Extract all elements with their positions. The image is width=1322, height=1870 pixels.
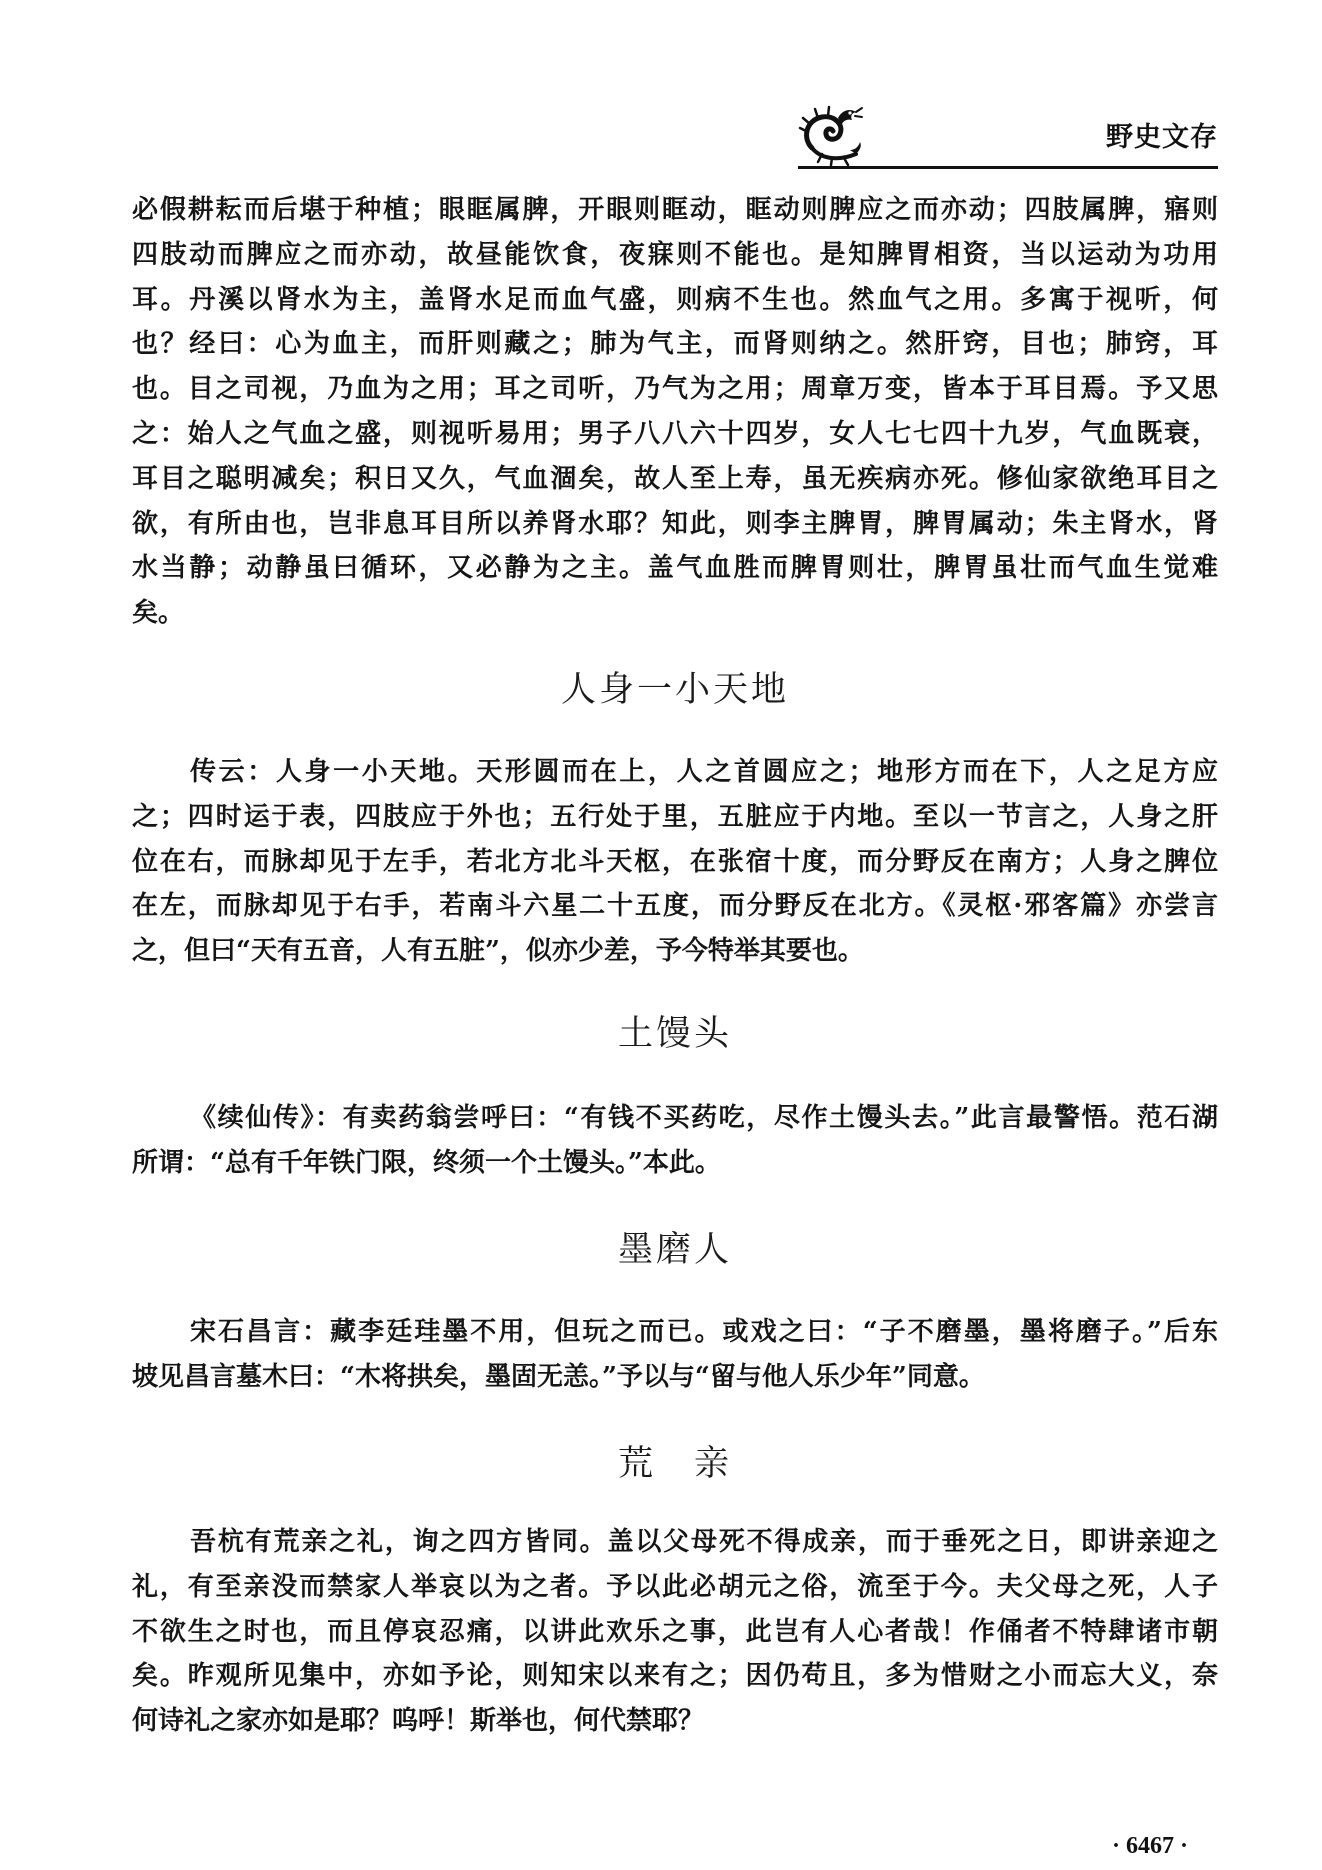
text-line: 欲，有所由也，岂非息耳目所以养肾水耶？知此，则李主脾胃，脾胃属动；朱主肾水，肾 (132, 508, 1218, 539)
dragon-emblem-icon (798, 104, 864, 166)
text-line: 宋石昌言：藏李廷珪墨不用，但玩之而已。或戏之曰：“子不磨墨，墨将磨子。”后东 (190, 1317, 1218, 1347)
section-heading: 荒 亲 (617, 1444, 732, 1484)
text-line: 耳。丹溪以肾水为主，盖肾水足而血气盛，则病不生也。然血气之用。多寓于视听，何 (132, 284, 1218, 315)
text-line: 矣。昨观所见集中，亦如予论，则知宋以来有之；因仍苟且，多为惜财之小而忘大义，奈 (132, 1661, 1218, 1692)
paragraph (132, 1520, 1218, 1744)
text-line: 之：始人之气血之盛，则视听易用；男子八八六十四岁，女人七七四十九岁，气血既衰， (132, 418, 1218, 449)
text-line: 何诗礼之家亦如是耶？呜呼！斯举也，何代禁耶？ (132, 1706, 705, 1737)
text-line: 《续仙传》：有卖药翁尝呼曰：“有钱不买药吃，尽作土馒头去。”此言最警悟。范石湖 (190, 1103, 1218, 1133)
page-number: · 6467 · (1111, 1833, 1188, 1859)
header-divider (798, 166, 1218, 169)
text-line: 礼，有至亲没而禁家人举哀以为之者。予以此必胡元之俗，流至于今。夫父母之死，人子 (132, 1571, 1218, 1602)
section-heading: 墨磨人 (617, 1230, 732, 1270)
text-line: 位在右，而脉却见于左手，若北方北斗天枢，在张宿十度，而分野反在南方；人身之脾位 (132, 846, 1218, 877)
text-line: 水当静；动静虽曰循环，又必静为之主。盖气血胜而脾胃则壮，脾胃虽壮而气血生觉难 (132, 553, 1218, 584)
book-title-header: 野史文存 (1106, 122, 1218, 153)
section-heading: 人身一小天地 (560, 670, 789, 710)
text-line: 不欲生之时也，而且停哀忍痛，以讲此欢乐之事，此岂有人心者哉！作俑者不特肆诸市朝 (132, 1616, 1218, 1647)
text-line: 也。目之司视，乃血为之用；耳之司听，乃气为之用；周章万变，皆本于耳目焉。予又思 (132, 374, 1218, 405)
paragraph (132, 750, 1218, 974)
paragraph (132, 188, 1218, 636)
paragraph (132, 1096, 1218, 1186)
text-line: 所谓：“总有千年铁门限，终须一个土馒头。”本此。 (132, 1147, 721, 1178)
text-line: 坡见昌言墓木曰：“木将拱矣，墨固无恙。”予以与“留与他人乐少年”同意。 (132, 1361, 985, 1392)
text-line: 之；四时运于表，四肢应于外也；五行处于里，五脏应于内地。至以一节言之，人身之肝 (132, 801, 1218, 832)
paragraph (132, 1310, 1218, 1400)
text-line: 四肢动而脾应之而亦动，故昼能饮食，夜寐则不能也。是知脾胃相资，当以运动为功用 (132, 239, 1218, 270)
text-line: 传云：人身一小天地。天形圆而在上，人之首圆应之；地形方而在下，人之足方应 (190, 757, 1218, 787)
section-heading: 土馒头 (617, 1014, 732, 1054)
text-line: 吾杭有荒亲之礼，询之四方皆同。盖以父母死不得成亲，而于垂死之日，即讲亲迎之 (190, 1527, 1218, 1557)
text-line: 也？经曰：心为血主，而肝则藏之；肺为气主，而肾则纳之。然肝窍，目也；肺窍，耳 (132, 329, 1218, 360)
text-line: 之，但曰“天有五音，人有五脏”，似亦少差，予今特举其要也。 (132, 936, 864, 967)
text-line: 必假耕耘而后堪于种植；眼眶属脾，开眼则眶动，眶动则脾应之而亦动；四肢属脾，寤则 (132, 195, 1218, 225)
text-line: 耳目之聪明减矣；积日又久，气血涸矣，故人至上寿，虽无疾病亦死。修仙家欲绝耳目之 (132, 463, 1218, 494)
text-line: 在左，而脉却见于右手，若南斗六星二十五度，而分野反在北方。《灵枢·邪客篇》亦尝言 (132, 891, 1218, 922)
text-line: 矣。 (132, 598, 185, 629)
